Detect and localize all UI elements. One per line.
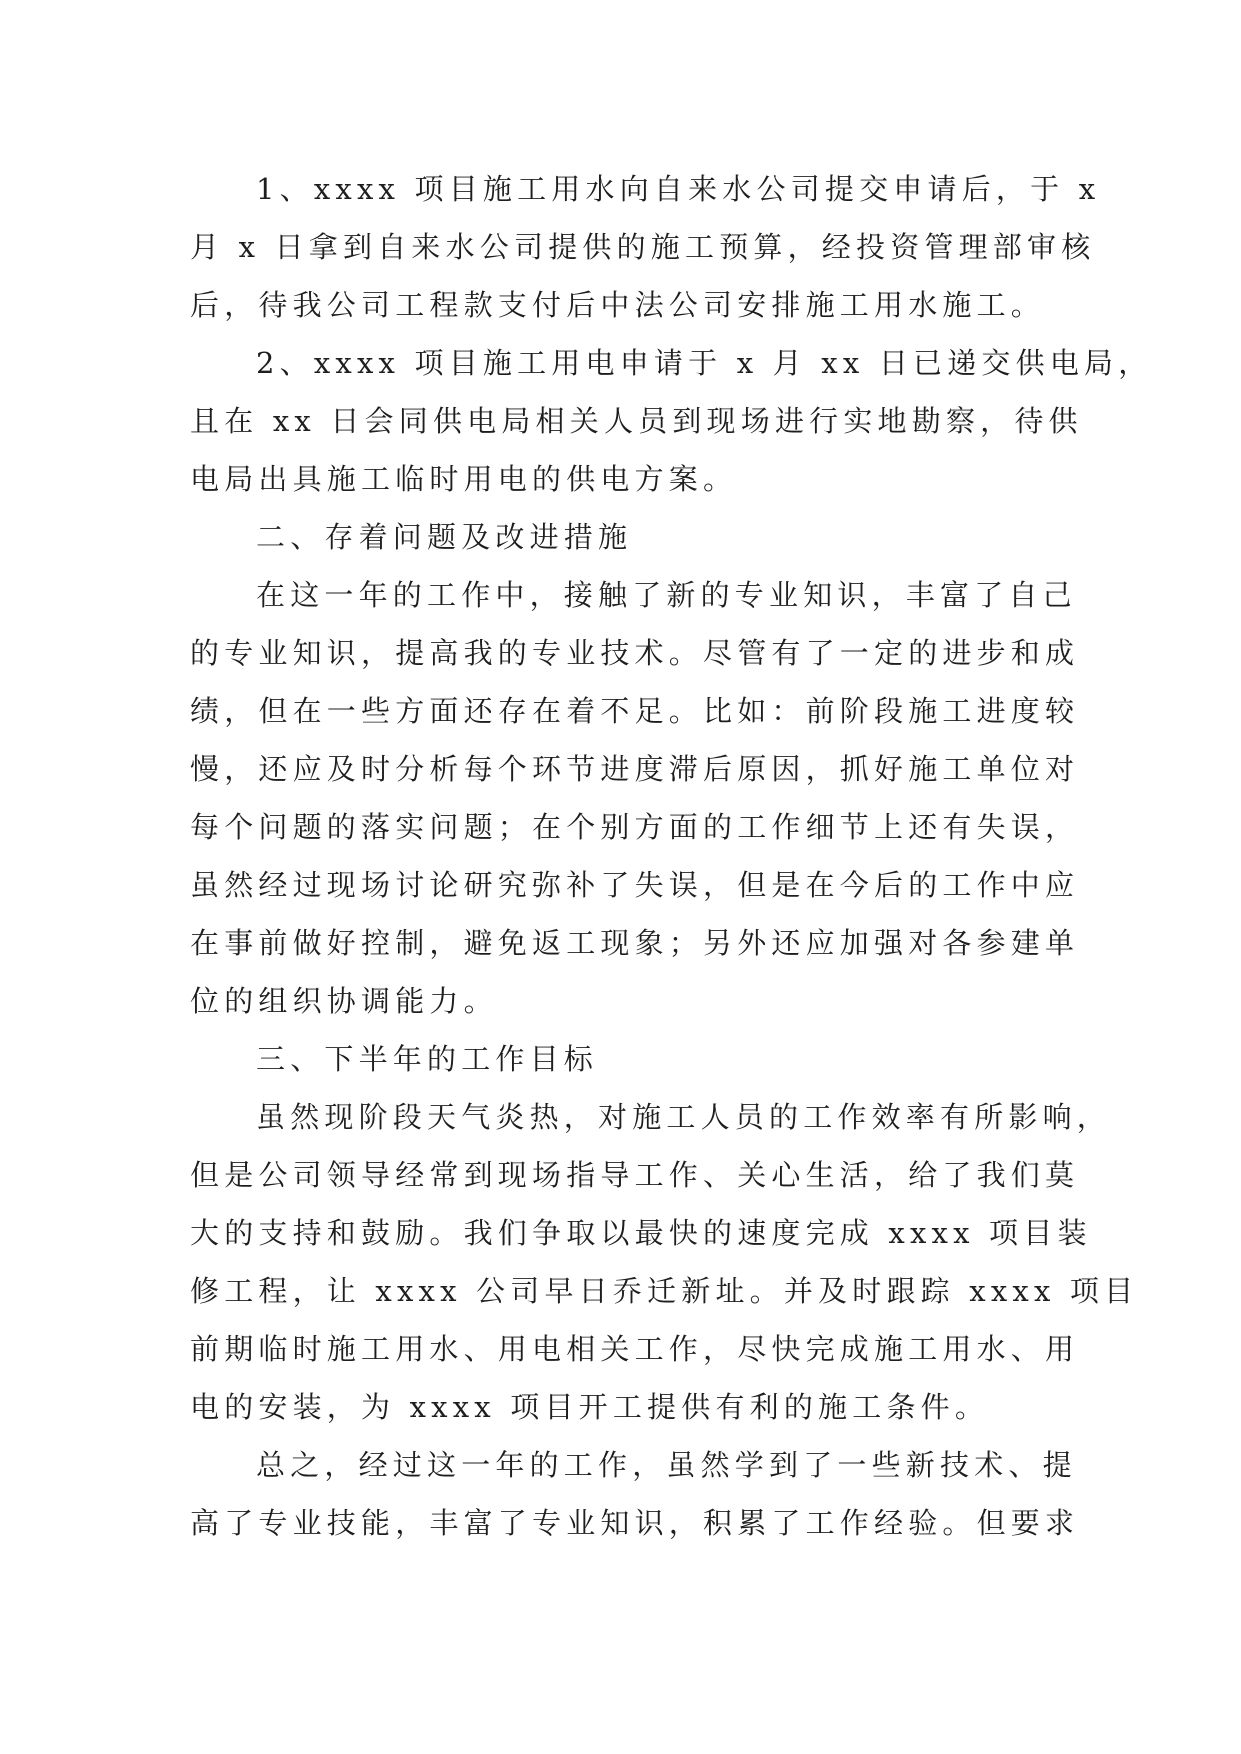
- document-body: [190, 160, 1153, 1552]
- text-line: 大的支持和鼓励。我们争取以最快的速度完成 xxxx 项目装: [190, 1216, 1092, 1250]
- text-line: 电的安装，为 xxxx 项目开工提供有利的施工条件。: [190, 1390, 990, 1424]
- text-line: 电局出具施工临时用电的供电方案。: [190, 462, 738, 496]
- text-line: 修工程，让 xxxx 公司早日乔迁新址。并及时跟踪 xxxx 项目: [190, 1274, 1139, 1308]
- text-line: 慢，还应及时分析每个环节进度滞后原因，抓好施工单位对: [190, 752, 1080, 786]
- text-line: 绩，但在一些方面还存在着不足。比如：前阶段施工进度较: [190, 694, 1080, 728]
- section-heading: 二、存着问题及改进措施: [256, 520, 633, 554]
- text-line: 但是公司领导经常到现场指导工作、关心生活，给了我们莫: [190, 1158, 1080, 1192]
- text-line: 月 x 日拿到自来水公司提供的施工预算，经投资管理部审核: [190, 230, 1096, 264]
- text-line: 1、xxxx 项目施工用水向自来水公司提交申请后，于 x: [256, 172, 1101, 206]
- text-line: 前期临时施工用水、用电相关工作，尽快完成施工用水、用: [190, 1332, 1080, 1366]
- text-line: 且在 xx 日会同供电局相关人员到现场进行实地勘察，待供: [190, 404, 1083, 438]
- section-heading: 三、下半年的工作目标: [256, 1042, 599, 1076]
- text-line: 2、xxxx 项目施工用电申请于 x 月 xx 日已递交供电局，: [256, 346, 1153, 380]
- text-line: 在这一年的工作中，接触了新的专业知识，丰富了自己: [256, 578, 1077, 612]
- text-line: 虽然现阶段天气炎热，对施工人员的工作效率有所影响，: [256, 1100, 1112, 1134]
- text-line: 每个问题的落实问题；在个别方面的工作细节上还有失误，: [190, 810, 1080, 844]
- text-line: 的专业知识，提高我的专业技术。尽管有了一定的进步和成: [190, 636, 1080, 670]
- text-line: 高了专业技能，丰富了专业知识，积累了工作经验。但要求: [190, 1506, 1080, 1540]
- text-line: 总之，经过这一年的工作，虽然学到了一些新技术、提: [256, 1448, 1077, 1482]
- text-line: 位的组织协调能力。: [190, 984, 498, 1018]
- text-line: 虽然经过现场讨论研究弥补了失误，但是在今后的工作中应: [190, 868, 1080, 902]
- text-line: 后，待我公司工程款支付后中法公司安排施工用水施工。: [190, 288, 1046, 322]
- text-line: 在事前做好控制，避免返工现象；另外还应加强对各参建单: [190, 926, 1080, 960]
